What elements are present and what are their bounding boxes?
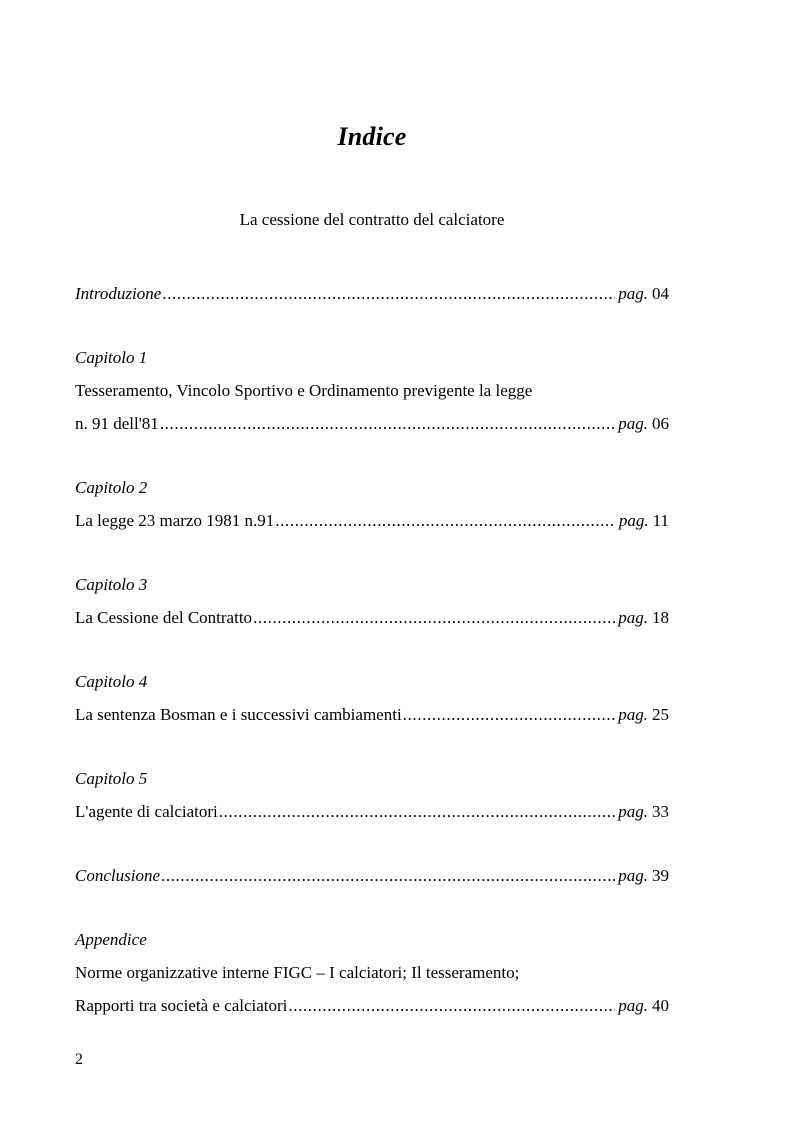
page-ref-word: pag. bbox=[618, 414, 648, 434]
toc-entry-label: La sentenza Bosman e i successivi cambiamenti bbox=[75, 705, 402, 725]
toc-page-number: 40 bbox=[652, 996, 669, 1016]
toc-page-number: 06 bbox=[652, 414, 669, 434]
toc-entry bbox=[75, 923, 669, 1022]
toc-entry-label: Conclusione bbox=[75, 866, 160, 886]
toc-section-label: Capitolo 1 bbox=[75, 348, 148, 368]
toc-entry bbox=[75, 665, 669, 731]
toc-entry-link[interactable] bbox=[75, 407, 669, 440]
toc-page-reference bbox=[616, 601, 669, 634]
page-content bbox=[75, 0, 669, 1022]
page-ref-word: pag. bbox=[618, 608, 648, 628]
toc-entry-link[interactable] bbox=[75, 601, 669, 634]
page-ref-word: pag. bbox=[618, 705, 648, 725]
dot-leader bbox=[253, 609, 615, 626]
dot-leader bbox=[288, 997, 615, 1014]
toc-entry-link[interactable] bbox=[75, 698, 669, 731]
toc-entry bbox=[75, 762, 669, 828]
toc-entry-title-line: Tesseramento, Vincolo Sportivo e Ordinamento previgente la legge bbox=[75, 381, 533, 401]
toc-entry-title-line: Norme organizzative interne FIGC – I calciatori; Il tesseramento; bbox=[75, 963, 520, 983]
toc-entry bbox=[75, 277, 669, 310]
toc-page-reference bbox=[616, 407, 669, 440]
toc-entry bbox=[75, 471, 669, 537]
toc-page-number: 04 bbox=[652, 284, 669, 304]
toc-entry bbox=[75, 859, 669, 892]
toc-entry-label: La legge 23 marzo 1981 n.91 bbox=[75, 511, 275, 531]
table-of-contents bbox=[75, 230, 669, 1022]
toc-page-number: 33 bbox=[652, 802, 669, 822]
page-ref-word: pag. bbox=[618, 996, 648, 1016]
toc-entry-link[interactable] bbox=[75, 795, 669, 828]
toc-page-number: 18 bbox=[652, 608, 669, 628]
page-ref-word: pag. bbox=[618, 511, 649, 531]
toc-entry bbox=[75, 568, 669, 634]
page-title: Indice bbox=[337, 122, 407, 151]
toc-entry bbox=[75, 341, 669, 440]
toc-page-reference bbox=[617, 504, 669, 537]
toc-page-reference bbox=[616, 795, 669, 828]
toc-page-reference bbox=[616, 277, 669, 310]
toc-section-label: Capitolo 5 bbox=[75, 769, 148, 789]
toc-entry-label: Introduzione bbox=[75, 284, 162, 304]
dot-leader bbox=[275, 512, 616, 529]
toc-page-number: 39 bbox=[652, 866, 669, 886]
dot-leader bbox=[219, 803, 615, 820]
page-ref-word: pag. bbox=[618, 802, 648, 822]
toc-page-number: 25 bbox=[652, 705, 669, 725]
toc-page-number: 11 bbox=[652, 511, 669, 531]
toc-entry-link[interactable] bbox=[75, 277, 669, 310]
dot-leader bbox=[162, 285, 615, 302]
toc-page-reference bbox=[616, 989, 669, 1022]
toc-entry-link[interactable] bbox=[75, 859, 669, 892]
page-folio: 2 bbox=[75, 1051, 83, 1068]
toc-entry-link[interactable] bbox=[75, 504, 669, 537]
toc-page-reference bbox=[616, 859, 669, 892]
document-subtitle: La cessione del contratto del calciatore bbox=[239, 209, 505, 229]
dot-leader bbox=[161, 867, 615, 884]
toc-entry-label: La Cessione del Contratto bbox=[75, 608, 253, 628]
dot-leader bbox=[403, 706, 616, 723]
page-ref-word: pag. bbox=[618, 284, 648, 304]
toc-section-label: Capitolo 4 bbox=[75, 672, 148, 692]
toc-section-label: Appendice bbox=[75, 930, 147, 950]
toc-entry-link[interactable] bbox=[75, 989, 669, 1022]
toc-page-reference bbox=[616, 698, 669, 731]
page-ref-word: pag. bbox=[618, 866, 648, 886]
toc-entry-label: n. 91 dell'81 bbox=[75, 414, 159, 434]
toc-section-label: Capitolo 2 bbox=[75, 478, 148, 498]
dot-leader bbox=[160, 415, 615, 432]
toc-section-label: Capitolo 3 bbox=[75, 575, 148, 595]
toc-entry-label: Rapporti tra società e calciatori bbox=[75, 996, 288, 1016]
toc-entry-label: L'agente di calciatori bbox=[75, 802, 218, 822]
